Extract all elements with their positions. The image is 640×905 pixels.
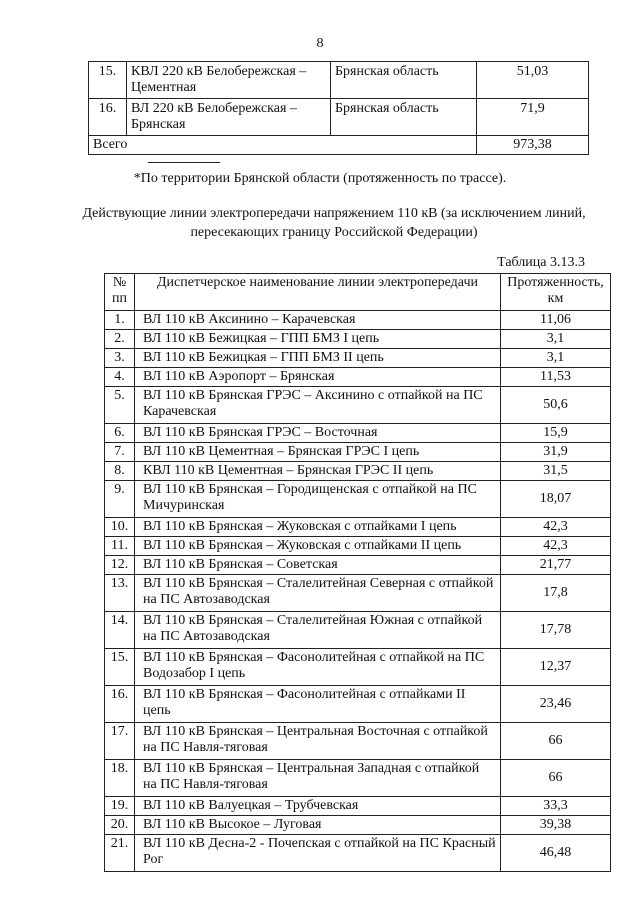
line-name: ВЛ 110 кВ Аксинино – Карачевская	[135, 311, 501, 330]
total-label: Всего	[89, 136, 477, 155]
row-number: 5.	[105, 387, 135, 424]
table-row	[89, 99, 589, 136]
line-length: 18,07	[501, 481, 611, 518]
table-row	[105, 575, 611, 612]
table-row	[105, 537, 611, 556]
section-heading: Действующие линии электропередачи напряжением 110 кВ (за исключением линий, пересекающих границу Российской Федерации)	[82, 206, 586, 240]
line-length: 33,3	[501, 797, 611, 816]
row-number: 9.	[105, 481, 135, 518]
line-length: 3,1	[501, 349, 611, 368]
line-name: ВЛ 110 кВ Цементная – Брянская ГРЭС I цепь	[135, 443, 501, 462]
header-number: № пп	[105, 274, 135, 311]
table-row	[105, 797, 611, 816]
region: Брянская область	[331, 99, 477, 136]
table-row	[105, 443, 611, 462]
continued-220kv-table	[88, 61, 589, 155]
lines-110kv-table	[104, 273, 611, 872]
row-number: 15.	[89, 62, 127, 99]
line-name: ВЛ 110 кВ Брянская – Центральная Западная с отпайкой на ПС Навля-тяговая	[135, 760, 501, 797]
line-name: ВЛ 110 кВ Брянская – Сталелитейная Южная с отпайкой на ПС Автозаводская	[135, 612, 501, 649]
row-number: 16.	[105, 686, 135, 723]
header-name: Диспетчерское наименование линии электропередачи	[135, 274, 501, 311]
line-length: 42,3	[501, 537, 611, 556]
row-number: 19.	[105, 797, 135, 816]
line-length: 11,53	[501, 368, 611, 387]
line-length: 23,46	[501, 686, 611, 723]
line-length: 50,6	[501, 387, 611, 424]
line-length: 51,03	[477, 62, 589, 99]
table-row	[105, 462, 611, 481]
region: Брянская область	[331, 62, 477, 99]
row-number: 10.	[105, 518, 135, 537]
table-header-row	[105, 274, 611, 311]
line-name: КВЛ 110 кВ Цементная – Брянская ГРЭС II цепь	[135, 462, 501, 481]
lines-table-body	[105, 311, 611, 872]
table-row	[105, 368, 611, 387]
table-row	[105, 649, 611, 686]
row-number: 2.	[105, 330, 135, 349]
line-name: ВЛ 110 кВ Брянская ГРЭС – Аксинино с отпайкой на ПС Карачевская	[135, 387, 501, 424]
row-number: 15.	[105, 649, 135, 686]
line-length: 31,5	[501, 462, 611, 481]
line-length: 42,3	[501, 518, 611, 537]
line-name: ВЛ 110 кВ Высокое – Луговая	[135, 816, 501, 835]
line-length: 21,77	[501, 556, 611, 575]
row-number: 20.	[105, 816, 135, 835]
row-number: 14.	[105, 612, 135, 649]
row-number: 18.	[105, 760, 135, 797]
row-number: 13.	[105, 575, 135, 612]
row-number: 12.	[105, 556, 135, 575]
table-row	[105, 556, 611, 575]
line-name: ВЛ 110 кВ Брянская – Городищенская с отпайкой на ПС Мичуринская	[135, 481, 501, 518]
line-name: ВЛ 110 кВ Бежицкая – ГПП БМЗ II цепь	[135, 349, 501, 368]
table-row	[89, 62, 589, 99]
line-name: ВЛ 110 кВ Брянская – Фасонолитейная с отпайками II цепь	[135, 686, 501, 723]
table-row	[105, 518, 611, 537]
row-number: 16.	[89, 99, 127, 136]
table-row	[105, 481, 611, 518]
line-name: ВЛ 110 кВ Брянская ГРЭС – Восточная	[135, 424, 501, 443]
line-name: КВЛ 220 кВ Белобережская – Цементная	[127, 62, 331, 99]
table-row	[105, 686, 611, 723]
line-length: 17,8	[501, 575, 611, 612]
table-row	[105, 835, 611, 872]
line-length: 39,38	[501, 816, 611, 835]
table-row	[105, 816, 611, 835]
row-number: 6.	[105, 424, 135, 443]
row-number: 8.	[105, 462, 135, 481]
row-number: 3.	[105, 349, 135, 368]
line-name: ВЛ 110 кВ Брянская – Сталелитейная Северная с отпайкой на ПС Автозаводская	[135, 575, 501, 612]
total-row	[89, 136, 589, 155]
line-name: ВЛ 220 кВ Белобережская – Брянская	[127, 99, 331, 136]
table-caption: Таблица 3.13.3	[497, 255, 585, 270]
row-number: 7.	[105, 443, 135, 462]
line-length: 66	[501, 723, 611, 760]
row-number: 21.	[105, 835, 135, 872]
line-length: 46,48	[501, 835, 611, 872]
line-length: 31,9	[501, 443, 611, 462]
line-length: 71,9	[477, 99, 589, 136]
line-length: 3,1	[501, 330, 611, 349]
line-length: 11,06	[501, 311, 611, 330]
page-number: 8	[316, 36, 324, 51]
line-length: 15,9	[501, 424, 611, 443]
line-name: ВЛ 110 кВ Десна-2 - Почепская с отпайкой на ПС Красный Рог	[135, 835, 501, 872]
table-row	[105, 349, 611, 368]
table-row	[105, 311, 611, 330]
line-name: ВЛ 110 кВ Брянская – Центральная Восточная с отпайкой на ПС Навля-тяговая	[135, 723, 501, 760]
table-row	[105, 387, 611, 424]
line-name: ВЛ 110 кВ Бежицкая – ГПП БМЗ I цепь	[135, 330, 501, 349]
line-name: ВЛ 110 кВ Брянская – Советская	[135, 556, 501, 575]
row-number: 11.	[105, 537, 135, 556]
row-number: 17.	[105, 723, 135, 760]
line-length: 17,78	[501, 612, 611, 649]
line-name: ВЛ 110 кВ Брянская – Жуковская с отпайками I цепь	[135, 518, 501, 537]
footnote: *По территории Брянской области (протяженность по трассе).	[133, 171, 507, 186]
line-name: ВЛ 110 кВ Брянская – Жуковская с отпайками II цепь	[135, 537, 501, 556]
total-length: 973,38	[477, 136, 589, 155]
row-number: 4.	[105, 368, 135, 387]
line-length: 12,37	[501, 649, 611, 686]
row-number: 1.	[105, 311, 135, 330]
table-row	[105, 760, 611, 797]
line-name: ВЛ 110 кВ Валуецкая – Трубчевская	[135, 797, 501, 816]
line-length: 66	[501, 760, 611, 797]
table-row	[105, 424, 611, 443]
header-length: Протяженность, км	[501, 274, 611, 311]
line-name: ВЛ 110 кВ Брянская – Фасонолитейная с отпайкой на ПС Водозабор I цепь	[135, 649, 501, 686]
table-row	[105, 330, 611, 349]
table-row	[105, 723, 611, 760]
table-row	[105, 612, 611, 649]
footnote-rule	[148, 162, 220, 163]
line-name: ВЛ 110 кВ Аэропорт – Брянская	[135, 368, 501, 387]
